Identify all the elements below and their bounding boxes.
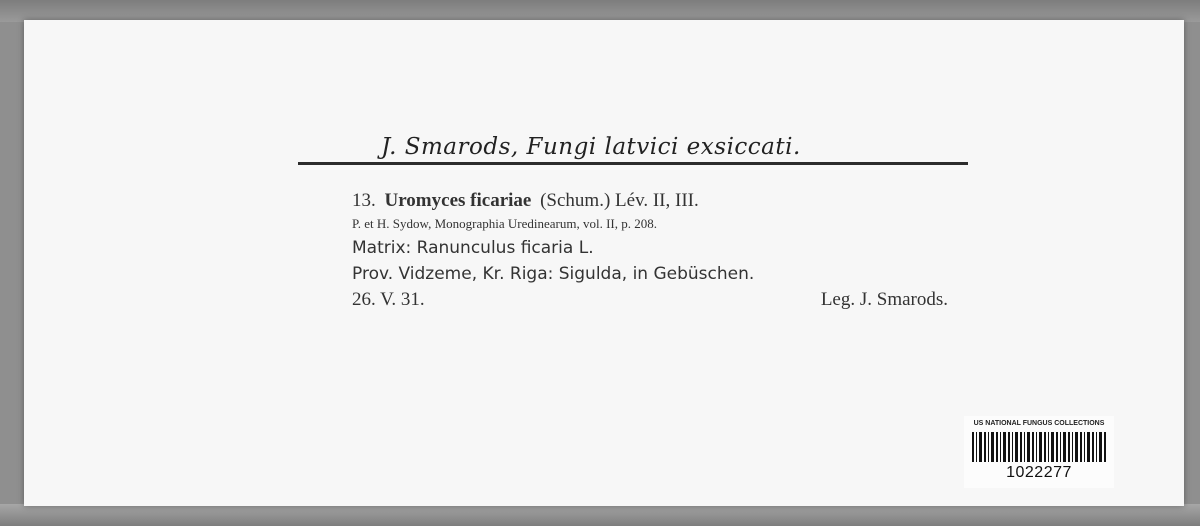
barcode-header: US NATIONAL FUNGUS COLLECTIONS (973, 420, 1105, 427)
species-name: Uromyces ficariae (384, 190, 532, 211)
barcode-icon (972, 432, 1106, 462)
date-collector-line (352, 289, 948, 311)
locality-line: Prov. Vidzeme, Kr. Riga: Sigulda, in Gebüschen. (352, 264, 755, 284)
label-title: J. Smarods, Fungi latvici exsiccati. (381, 134, 801, 160)
herbarium-label (24, 20, 1184, 506)
collection-date: 26. V. 31. (352, 289, 425, 310)
species-authority: (Schum.) Lév. II, III. (540, 190, 699, 211)
frame-top (0, 0, 1200, 22)
species-line (352, 190, 699, 212)
title-divider (298, 162, 968, 165)
frame-bottom (0, 504, 1200, 526)
barcode-label (964, 416, 1114, 488)
barcode-number: 1022277 (1006, 464, 1072, 481)
collector: Leg. J. Smarods. (820, 289, 948, 310)
reference-line: P. et H. Sydow, Monographia Uredinearum, vol. II, p. 208. (352, 216, 657, 231)
entry-number: 13. (352, 190, 376, 211)
matrix-line: Matrix: Ranunculus ficaria L. (352, 238, 594, 258)
